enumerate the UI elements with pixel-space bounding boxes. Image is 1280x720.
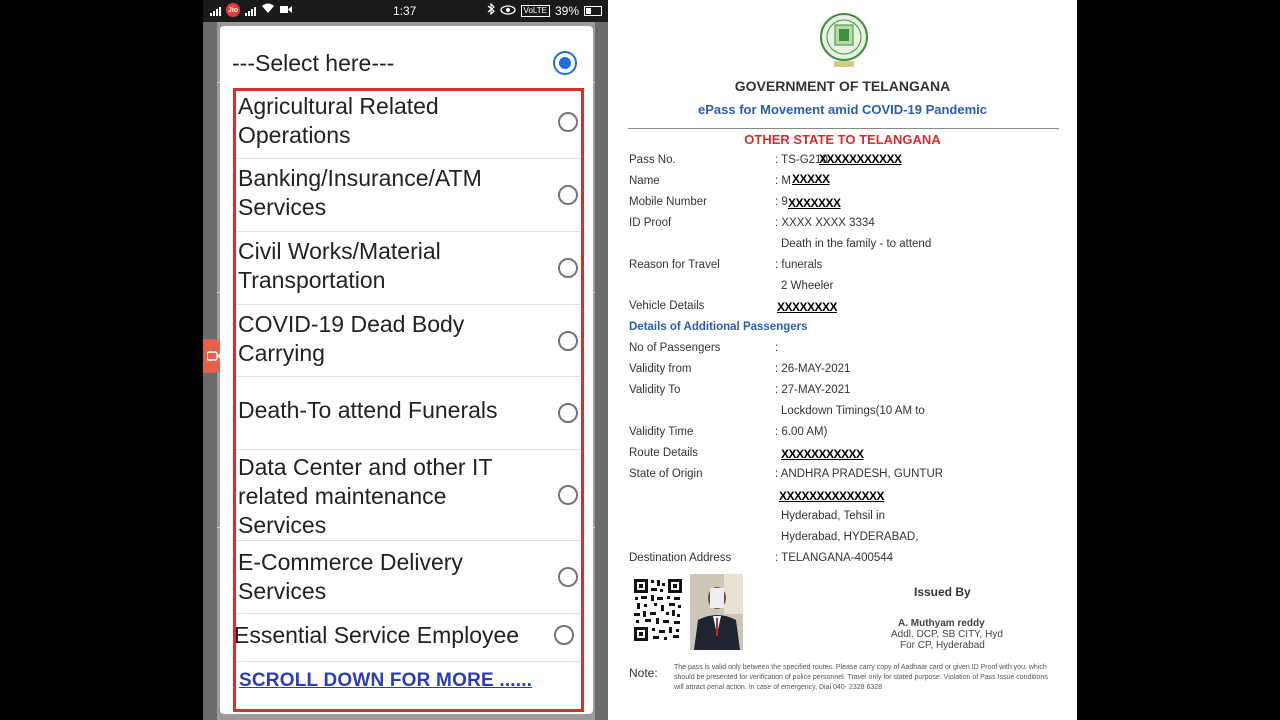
value-id-proof: : XXXX XXXX 3334 [775, 217, 875, 229]
value-validity-to: : 27-MAY-2021 [775, 384, 851, 396]
value-dest-line1: Hyderabad, Tehsil in [781, 510, 885, 522]
label-validity-time: Validity Time [629, 426, 694, 438]
redacted-pass-no: XXXXXXXXXXX [819, 152, 902, 166]
battery-percent: 39% [554, 3, 579, 18]
value-dest-line2: Hyderabad, HYDERABAD, [781, 531, 919, 543]
signatory-name: A. Muthyam reddy [898, 618, 985, 629]
option-label: E-Commerce Delivery Services [238, 549, 463, 604]
battery-icon [584, 6, 602, 16]
epass-document [608, 0, 1077, 720]
value-name: : M [775, 175, 791, 187]
value-dest-line3: : TELANGANA-400544 [775, 552, 894, 564]
telangana-emblem-icon [820, 11, 868, 71]
signatory-designation: Addl. DCP, SB CITY, Hyd [891, 629, 1003, 640]
eye-icon [500, 4, 516, 18]
note-text: The pass is valid only between the specified routes. Please carry copy of Aadhaar card or given ID Proof with you, which should be presented for verification of police personnel. Travel only for stated purpose. Violation of Pass Issue conditions will attract penal action. In case of emergency, Dial 040- 2328 6328 [674, 664, 1048, 691]
redacted-mobile: XXXXXXX [788, 196, 841, 210]
volte-badge: VoLTE [521, 5, 550, 17]
label-no-passengers: No of Passengers [629, 342, 721, 354]
option-label: Banking/Insurance/ATM Services [238, 165, 482, 220]
radio-icon[interactable] [558, 567, 578, 587]
signal-icon [210, 4, 221, 16]
divider [628, 128, 1059, 129]
label-destination: Destination Address [629, 552, 732, 564]
label-state-origin: State of Origin [629, 468, 703, 480]
option-ecommerce[interactable] [236, 540, 583, 614]
label-mobile: Mobile Number [629, 196, 707, 208]
note-label: Note: [629, 666, 658, 680]
radio-icon[interactable] [558, 112, 578, 132]
redacted-name: XXXXX [792, 172, 830, 186]
additional-passengers-heading: Details of Additional Passengers [629, 321, 808, 333]
redacted-vehicle: XXXXXXXX [777, 300, 838, 314]
value-pass-no: : TS-G210 [775, 154, 828, 166]
option-label: Agricultural Related Operations [238, 93, 439, 148]
label-route: Route Details [629, 447, 699, 459]
option-label: Data Center and other IT related maintenance Services [238, 454, 492, 538]
carrier-icon: Jio [226, 3, 240, 17]
label-validity-from: Validity from [629, 363, 692, 375]
label-pass-no: Pass No. [629, 154, 676, 166]
radio-selected-icon[interactable] [553, 51, 577, 75]
value-timings-line1: Lockdown Timings(10 AM to [781, 405, 925, 417]
pass-type: OTHER STATE TO TELANGANA [744, 132, 941, 147]
option-essential-service[interactable] [236, 613, 583, 662]
option-label: Essential Service Employee [234, 622, 520, 648]
option-banking[interactable] [236, 158, 583, 232]
radio-icon[interactable] [558, 185, 578, 205]
person-icon [690, 574, 743, 650]
label-id-proof: ID Proof [629, 217, 672, 229]
status-time: 1:37 [393, 4, 417, 18]
qr-code-icon [633, 578, 683, 642]
signatory-office: For CP, Hyderabad [900, 640, 985, 651]
placeholder-label: ---Select here--- [232, 50, 395, 76]
radio-icon[interactable] [558, 403, 578, 423]
value-mobile: : 9 [775, 196, 788, 208]
issued-by-label: Issued By [914, 585, 971, 599]
video-icon [280, 3, 292, 17]
applicant-photo [690, 574, 743, 650]
option-civil-works[interactable] [236, 231, 583, 305]
phone-screen [203, 0, 608, 720]
label-reason: Reason for Travel [629, 259, 720, 271]
option-label: Civil Works/Material Transportation [238, 238, 441, 293]
label-validity-to: Validity To [629, 384, 681, 396]
value-reason-line1: Death in the family - to attend [781, 238, 932, 250]
radio-icon[interactable] [558, 485, 578, 505]
gov-title: GOVERNMENT OF TELANGANA [734, 78, 951, 94]
radio-icon[interactable] [558, 258, 578, 278]
option-covid-dead-body[interactable] [236, 304, 583, 377]
option-label: Death-To attend Funerals [238, 397, 498, 423]
value-no-passengers: : [775, 342, 779, 354]
label-name: Name [629, 175, 660, 187]
option-death-funerals[interactable] [236, 376, 583, 450]
option-agricultural[interactable] [236, 86, 583, 159]
option-data-center[interactable] [236, 449, 583, 541]
option-select-placeholder[interactable] [220, 26, 593, 88]
value-validity-from: : 26-MAY-2021 [775, 363, 851, 375]
radio-icon[interactable] [554, 625, 574, 645]
scroll-down-hint: SCROLL DOWN FOR MORE ...... [239, 670, 533, 691]
gov-subtitle: ePass for Movement amid COVID-19 Pandemic [698, 102, 987, 117]
label-vehicle: Vehicle Details [629, 300, 705, 312]
value-state-origin: : ANDHRA PRADESH, GUNTUR [775, 468, 944, 480]
value-reason-line2: : funerals [775, 259, 823, 271]
value-reason-line3: 2 Wheeler [781, 280, 834, 292]
status-bar [203, 0, 608, 22]
redacted-address: XXXXXXXXXXXXXX [779, 489, 885, 503]
bluetooth-icon [487, 3, 495, 18]
option-label: COVID-19 Dead Body Carrying [238, 311, 465, 366]
wifi-icon [261, 3, 275, 17]
select-dialog [220, 26, 593, 714]
value-timings-line2: : 6.00 AM) [775, 426, 828, 438]
radio-icon[interactable] [558, 331, 578, 351]
redacted-route: XXXXXXXXXXX [781, 447, 864, 461]
signal-icon-2 [245, 4, 256, 16]
